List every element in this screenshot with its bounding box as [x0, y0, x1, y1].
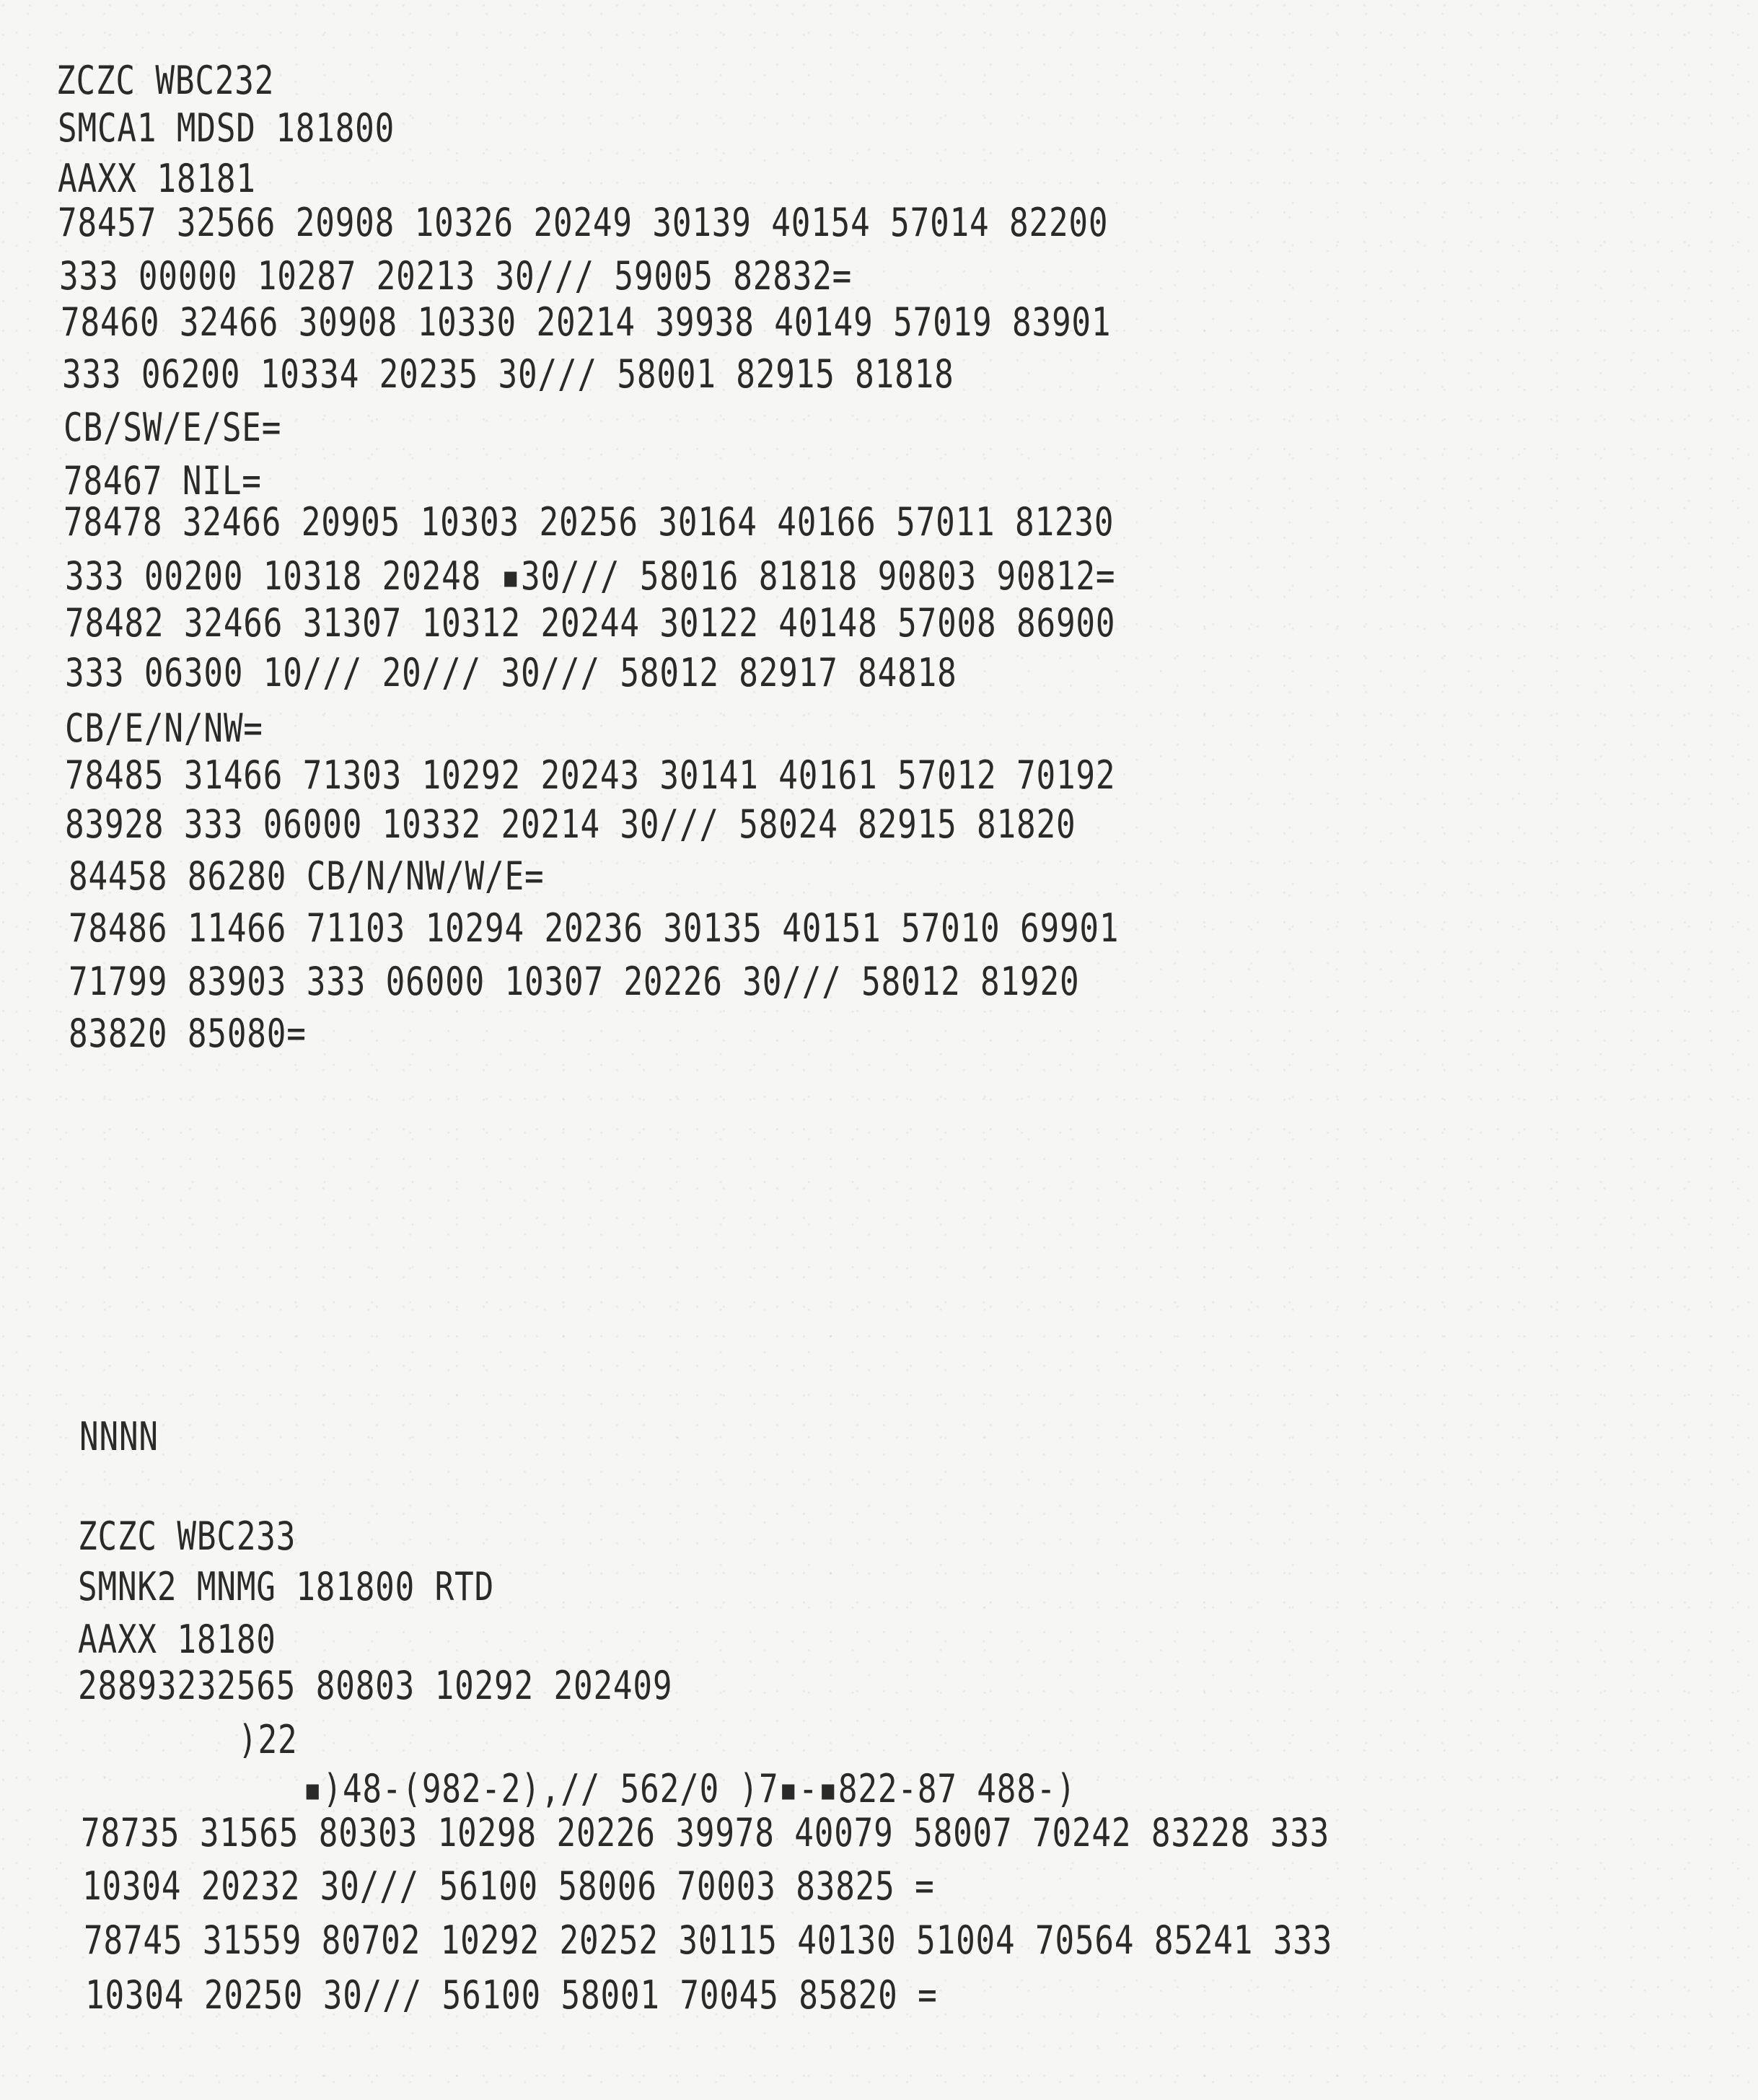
- text-line: 78482 32466 31307 10312 20244 30122 40148 57008 86900: [65, 600, 1116, 646]
- text-line: 78478 32466 20905 10303 20256 30164 40166 57011 81230: [63, 499, 1115, 545]
- text-line: 28893232565 80803 10292 202409: [78, 1663, 673, 1708]
- text-line: CB/E/N/NW=: [65, 706, 263, 751]
- text-line: AAXX 18180: [78, 1617, 276, 1662]
- text-line: 84458 86280 CB/N/NW/W/E=: [69, 853, 545, 899]
- text-line: 10304 20232 30/// 56100 58006 70003 83825 =: [82, 1863, 935, 1909]
- text-line: 78457 32566 20908 10326 20249 30139 40154 57014 82200: [58, 200, 1109, 245]
- text-line: CB/SW/E/SE=: [63, 405, 282, 450]
- text-line: ZCZC WBC233: [78, 1514, 296, 1559]
- text-line: 78485 31466 71303 10292 20243 30141 40161 57012 70192: [65, 752, 1116, 798]
- text-line: NNNN: [79, 1414, 159, 1459]
- text-line: 333 00200 10318 20248 ▪30/// 58016 81818 90803 90812=: [65, 553, 1116, 599]
- text-line: 333 06200 10334 20235 30/// 58001 82915 81818: [62, 351, 954, 397]
- text-line: SMNK2 MNMG 181800 RTD: [78, 1564, 495, 1609]
- text-line: ZCZC WBC232: [56, 58, 275, 103]
- text-line: 83820 85080=: [69, 1011, 307, 1056]
- text-line: 78735 31565 80303 10298 20226 39978 40079 58007 70242 83228 333: [81, 1810, 1330, 1855]
- text-line: 78467 NIL=: [63, 458, 262, 504]
- text-line: 78486 11466 71103 10294 20236 30135 40151 57010 69901: [69, 905, 1120, 951]
- text-line: 333 06300 10/// 20/// 30/// 58012 82917 84818: [65, 650, 957, 695]
- text-line: 71799 83903 333 06000 10307 20226 30/// 58012 81920: [69, 959, 1080, 1004]
- text-line: 10304 20250 30/// 56100 58001 70045 85820 =: [85, 1972, 938, 2018]
- text-line: )22: [238, 1717, 298, 1762]
- text-line: 78745 31559 80702 10292 20252 30115 40130 51004 70564 85241 333: [84, 1917, 1333, 1963]
- text-line: 78460 32466 30908 10330 20214 39938 40149 57019 83901: [61, 299, 1112, 345]
- text-line: AAXX 18181: [58, 156, 256, 201]
- text-line: 83928 333 06000 10332 20214 30/// 58024 82915 81820: [65, 801, 1076, 847]
- text-line: ▪)48-(982-2),// 562/0 )7▪-▪822-87 488-): [303, 1766, 1076, 1811]
- text-line: SMCA1 MDSD 181800: [58, 105, 395, 151]
- text-line: 333 00000 10287 20213 30/// 59005 82832=: [59, 253, 853, 299]
